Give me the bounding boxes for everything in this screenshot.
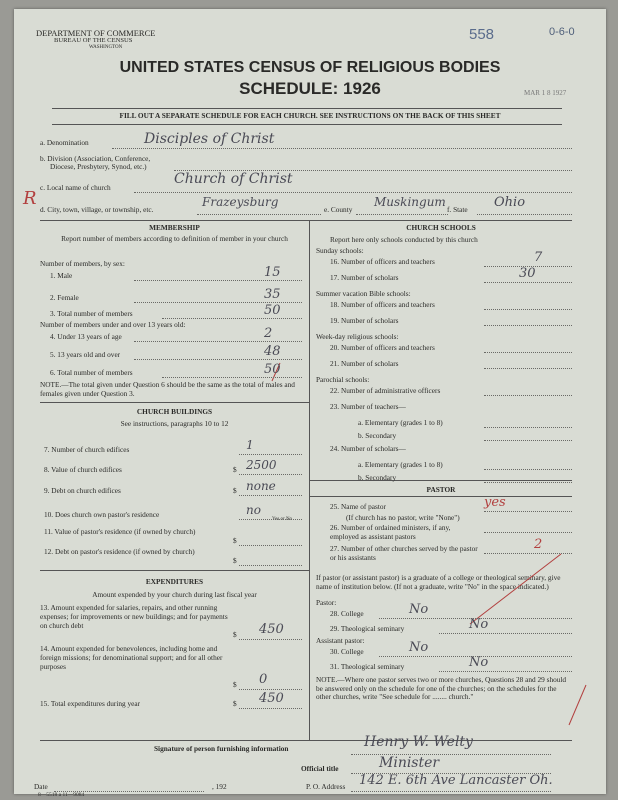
pastor-grad-value[interactable]: No bbox=[469, 617, 489, 632]
dotted-line bbox=[239, 495, 302, 496]
school-row-value[interactable]: 30 bbox=[519, 266, 536, 281]
received-stamp: MAR 1 8 1927 bbox=[524, 89, 567, 97]
membership-heading: MEMBERSHIP bbox=[149, 223, 200, 232]
membership-row-value[interactable]: 48 bbox=[264, 344, 281, 359]
local-name-value[interactable]: Church of Christ bbox=[174, 171, 293, 187]
county-label: e. County bbox=[324, 205, 353, 214]
pastor-grad-label: 31. Theological seminary bbox=[330, 662, 405, 671]
school-group-label: Summer vacation Bible schools: bbox=[316, 289, 411, 298]
dollar-sign: $ bbox=[233, 556, 237, 565]
signature-label: Signature of person furnishing information bbox=[154, 744, 289, 753]
dotted-line bbox=[239, 689, 302, 690]
dotted-line bbox=[484, 511, 572, 512]
expense-row-label: 14. Amount expended for benevolences, including home and foreign missions; for denominational support; and for all other purposes bbox=[40, 644, 223, 671]
building-row-label: 11. Value of pastor's residence (if owned by church) bbox=[44, 527, 196, 536]
city-label: d. City, town, village, or township, etc. bbox=[40, 205, 154, 214]
official-title-value[interactable]: Minister bbox=[379, 755, 440, 771]
pastor-row-label: 27. Number of other churches served by the pastor or his assistants bbox=[330, 544, 478, 562]
pastor-group-label: Pastor: bbox=[316, 598, 337, 607]
membership-row-value[interactable]: 50 bbox=[264, 362, 281, 377]
date-label: Date bbox=[34, 782, 48, 791]
dollar-sign: $ bbox=[233, 486, 237, 495]
pastor-grad-value[interactable]: No bbox=[469, 655, 489, 670]
school-row-label: 23. Number of teachers— bbox=[330, 402, 406, 411]
dollar-sign: $ bbox=[233, 536, 237, 545]
school-row-value[interactable]: 7 bbox=[534, 250, 543, 265]
dotted-line bbox=[239, 454, 302, 455]
school-row-label: 24. Number of scholars— bbox=[330, 444, 406, 453]
buildings-intro: See instructions, paragraphs 10 to 12 bbox=[120, 419, 229, 428]
dotted-line bbox=[134, 341, 302, 342]
dotted-line bbox=[484, 469, 572, 470]
expenditures-heading: EXPENDITURES bbox=[145, 577, 204, 586]
pastor-grad-label: 29. Theological seminary bbox=[330, 624, 405, 633]
dollar-sign: $ bbox=[233, 630, 237, 639]
building-row-value[interactable]: none bbox=[246, 479, 276, 493]
dotted-line bbox=[239, 519, 302, 520]
school-row-label: a. Elementary (grades 1 to 8) bbox=[358, 460, 443, 469]
dotted-line bbox=[439, 671, 572, 672]
instructions-banner: FILL OUT A SEPARATE SCHEDULE FOR EACH CHURCH. SEE INSTRUCTIONS ON THE BACK OF THIS SHEET bbox=[119, 111, 501, 120]
dollar-sign: $ bbox=[233, 699, 237, 708]
school-row-label: a. Elementary (grades 1 to 8) bbox=[358, 418, 443, 427]
school-row-label: 22. Number of administrative officers bbox=[330, 386, 441, 395]
po-address-label: P. O. Address bbox=[306, 782, 346, 791]
pastor-grad-label: 30. College bbox=[330, 647, 364, 656]
pastor-group-label: Assistant pastor: bbox=[316, 636, 365, 645]
expense-row-value[interactable]: 450 bbox=[259, 622, 284, 637]
dotted-line bbox=[439, 633, 572, 634]
form-title: UNITED STATES CENSUS OF RELIGIOUS BODIES bbox=[119, 59, 501, 76]
schedule-number-stamp: 558 bbox=[469, 26, 495, 43]
school-row-label: b. Secondary bbox=[358, 431, 397, 440]
membership-row-label: 4. Under 13 years of age bbox=[50, 332, 122, 341]
building-row-value[interactable]: 1 bbox=[246, 438, 254, 452]
school-group-label: Week-day religious schools: bbox=[316, 332, 399, 341]
dotted-line bbox=[134, 280, 302, 281]
location-label: WASHINGTON bbox=[89, 45, 123, 50]
dotted-line bbox=[484, 395, 572, 396]
pastor-grad-value[interactable]: No bbox=[409, 602, 429, 617]
dotted-line bbox=[134, 359, 302, 360]
code-stamp: 0-6-0 bbox=[549, 26, 575, 38]
dotted-line bbox=[484, 482, 572, 483]
denomination-value[interactable]: Disciples of Christ bbox=[144, 131, 275, 147]
dotted-line bbox=[484, 325, 572, 326]
expense-row-value[interactable]: 450 bbox=[259, 691, 284, 706]
membership-row-value[interactable]: 35 bbox=[264, 287, 281, 302]
pastor-row-label: 26. Number of ordained ministers, if any, employed as assistant pastors bbox=[330, 523, 451, 541]
membership-row-value[interactable]: 50 bbox=[264, 303, 281, 318]
dollar-sign: $ bbox=[233, 680, 237, 689]
membership-intro: Report number of members according to definition of member in your church bbox=[61, 234, 288, 243]
state-value[interactable]: Ohio bbox=[494, 195, 526, 210]
membership-note: NOTE.—The total given under Question 6 should be the same as the total of males and females given under Question 3. bbox=[40, 380, 295, 398]
official-title-label: Official title bbox=[301, 764, 339, 773]
census-schedule-form bbox=[14, 9, 606, 798]
graduate-instructions: If pastor (or assistant pastor) is a graduate of a college or theological seminary, give name of institution below. (If not a graduate, write "No" in the space indicated.) bbox=[316, 573, 561, 591]
signature-value[interactable]: Henry W. Welty bbox=[364, 734, 473, 750]
pastor-note: NOTE.—Where one pastor serves two or more churches, Questions 28 and 29 should be answered only on the schedule for one of the churches; on the schedules for the other churches, write "See schedule for ........ church." bbox=[316, 675, 567, 701]
dotted-line bbox=[484, 532, 572, 533]
building-row-value[interactable]: 2500 bbox=[246, 458, 277, 472]
school-row-label: b. Secondary bbox=[358, 473, 397, 482]
school-group-label: Sunday schools: bbox=[316, 246, 364, 255]
dotted-line bbox=[484, 440, 572, 441]
red-annotation-marks bbox=[14, 9, 606, 794]
pastor-row-value[interactable]: yes bbox=[484, 495, 506, 510]
buildings-heading: CHURCH BUILDINGS bbox=[136, 407, 213, 416]
members-by-sex-label: Number of members, by sex: bbox=[40, 259, 125, 268]
school-row-label: 17. Number of scholars bbox=[330, 273, 399, 282]
dotted-line bbox=[239, 639, 302, 640]
dollar-sign: $ bbox=[233, 465, 237, 474]
state-label: f. State bbox=[447, 205, 468, 214]
membership-row-label: 5. 13 years old and over bbox=[50, 350, 121, 359]
form-number: 8—5518 a 11—9084 bbox=[38, 792, 85, 798]
dotted-line bbox=[239, 474, 302, 475]
dotted-line bbox=[484, 553, 572, 554]
membership-row-value[interactable]: 2 bbox=[264, 326, 273, 341]
department-label: DEPARTMENT OF COMMERCE bbox=[36, 28, 156, 38]
pastor-row-hint: (If church has no pastor, write "None") bbox=[346, 513, 460, 522]
bureau-label: BUREAU OF THE CENSUS bbox=[54, 37, 133, 44]
denomination-label: a. Denomination bbox=[40, 138, 89, 147]
red-check-mark: R bbox=[23, 188, 37, 209]
dotted-line bbox=[162, 377, 302, 378]
building-row-label: 8. Value of church edifices bbox=[44, 465, 122, 474]
dotted-line bbox=[239, 708, 302, 709]
dotted-line bbox=[484, 368, 572, 369]
school-row-label: 16. Number of officers and teachers bbox=[330, 257, 435, 266]
membership-row-label: 6. Total number of members bbox=[50, 368, 133, 377]
school-row-label: 20. Number of officers and teachers bbox=[330, 343, 435, 352]
dotted-line bbox=[239, 545, 302, 546]
pastor-heading: PASTOR bbox=[426, 485, 456, 494]
membership-row-value[interactable]: 15 bbox=[264, 265, 281, 280]
po-address-value[interactable]: 142 E. 6th Ave Lancaster Oh. bbox=[359, 773, 553, 788]
school-row-label: 21. Number of scholars bbox=[330, 359, 399, 368]
dotted-line bbox=[162, 318, 302, 319]
building-row-label: 7. Number of church edifices bbox=[44, 445, 130, 454]
schools-intro: Report here only schools conducted by this church bbox=[330, 235, 478, 244]
building-row-label: 12. Debt on pastor's residence (if owned by church) bbox=[44, 547, 195, 556]
pastor-grad-label: 28. College bbox=[330, 609, 364, 618]
form-subtitle: SCHEDULE: 1926 bbox=[239, 79, 381, 98]
pastor-grad-value[interactable]: No bbox=[409, 640, 429, 655]
expense-row-label: 13. Amount expended for salaries, repairs, and other running expenses; for improvements or new buildings; and for payments on church debt bbox=[40, 603, 228, 630]
yes-no-hint: Yes or No bbox=[272, 517, 293, 522]
school-row-label: 19. Number of scholars bbox=[330, 316, 399, 325]
dotted-line bbox=[239, 565, 302, 566]
local-name-label: c. Local name of church bbox=[40, 183, 111, 192]
school-row-label: 18. Number of officers and teachers bbox=[330, 300, 435, 309]
dotted-line bbox=[484, 282, 572, 283]
building-row-label: 10. Does church own pastor's residence bbox=[44, 510, 160, 519]
dotted-line bbox=[484, 309, 572, 310]
dotted-line bbox=[484, 427, 572, 428]
building-row-value[interactable]: no bbox=[246, 503, 261, 517]
pastor-row-label: 25. Name of pastor bbox=[330, 502, 386, 511]
expense-row-value[interactable]: 0 bbox=[259, 672, 268, 687]
dotted-line bbox=[484, 352, 572, 353]
pastor-row-value[interactable]: 2 bbox=[534, 537, 543, 552]
schools-heading: CHURCH SCHOOLS bbox=[406, 223, 476, 232]
members-age-label: Number of members under and over 13 years old: bbox=[40, 320, 186, 329]
expenditures-intro: Amount expended by your church during last fiscal year bbox=[92, 590, 257, 599]
division-label: b. Division (Association, Conference, Diocese, Presbytery, Synod, etc.) bbox=[40, 154, 151, 171]
county-value[interactable]: Muskingum bbox=[374, 195, 446, 209]
expense-row-label: 15. Total expenditures during year bbox=[40, 699, 141, 708]
school-group-label: Parochial schools: bbox=[316, 375, 370, 384]
city-value[interactable]: Frazeysburg bbox=[202, 195, 279, 209]
building-row-label: 9. Debt on church edifices bbox=[44, 486, 121, 495]
membership-row-label: 1. Male bbox=[50, 271, 73, 280]
membership-row-label: 3. Total number of members bbox=[50, 309, 133, 318]
date-year: , 192 bbox=[212, 782, 227, 791]
membership-row-label: 2. Female bbox=[50, 293, 79, 302]
